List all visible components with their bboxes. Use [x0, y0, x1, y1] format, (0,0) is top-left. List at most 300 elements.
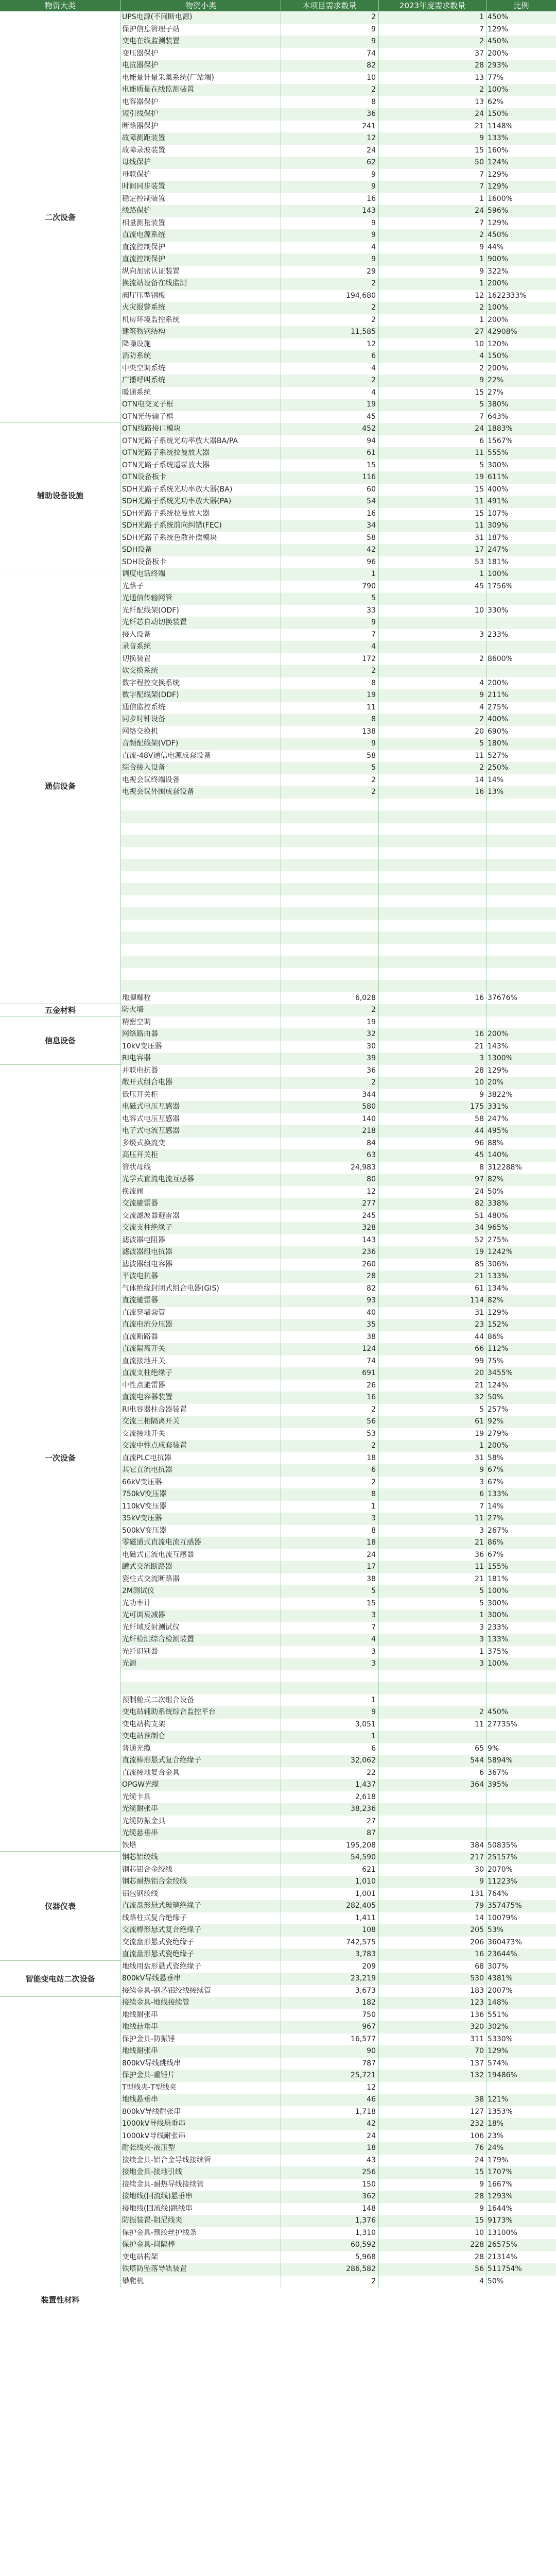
project-demand-cell: 150: [362, 2180, 376, 2189]
demand-2023-cell: 99: [475, 1357, 484, 1365]
demand-2023-cell: 7: [479, 25, 484, 33]
ratio-cell: [488, 920, 553, 932]
project-demand-cell: 32,062: [351, 1756, 376, 1765]
ratio-cell: 5330%: [488, 2035, 513, 2043]
demand-2023-cell: 19: [475, 1248, 484, 1256]
column-divider: [120, 0, 121, 2287]
ratio-cell: 965%: [488, 1224, 509, 1232]
table-row: [121, 2082, 556, 2094]
project-demand-cell: 4: [371, 642, 376, 651]
item-name-cell: [122, 835, 279, 847]
item-name-cell: 铁塔防坠落导轨装置: [122, 2265, 187, 2273]
ratio-cell: 1883%: [488, 425, 513, 433]
demand-2023-cell: 28: [475, 2192, 484, 2200]
demand-2023-cell: 4: [479, 352, 484, 360]
item-name-cell: OTN线路接口模块: [122, 425, 181, 433]
project-demand-cell: 18: [367, 2144, 376, 2152]
project-demand-cell: 182: [362, 1998, 376, 2007]
project-demand-cell: 9: [371, 170, 376, 179]
table-row: [121, 1731, 556, 1743]
ratio-cell: 200%: [488, 1442, 509, 1450]
item-name-cell: [122, 859, 279, 871]
project-demand-cell: 2: [371, 13, 376, 21]
ratio-cell: [488, 1004, 553, 1016]
item-name-cell: OTN设备板卡: [122, 473, 167, 481]
demand-2023-cell: 15: [475, 485, 484, 494]
demand-2023-cell: [381, 592, 484, 605]
ratio-cell: [488, 1816, 553, 1828]
ratio-cell: [488, 1694, 553, 1707]
item-name-cell: 直流接地复合金具: [122, 1768, 180, 1777]
demand-2023-cell: 20: [475, 1369, 484, 1377]
table-row: [121, 72, 556, 84]
ratio-cell: 275%: [488, 1235, 509, 1244]
demand-2023-cell: 11: [475, 449, 484, 457]
table-row: [121, 2263, 556, 2276]
item-name-cell: 地线用盘形悬式瓷绝缘子: [122, 1962, 201, 1971]
demand-2023-cell: 19: [475, 473, 484, 481]
ratio-cell: 25157%: [488, 1853, 517, 1861]
demand-2023-cell: 21: [475, 1042, 484, 1050]
demand-2023-cell: 21: [475, 1381, 484, 1389]
item-name-cell: 直流接地开关: [122, 1357, 165, 1365]
ratio-cell: [488, 592, 553, 605]
item-name-cell: 66kV变压器: [122, 1478, 162, 1486]
item-name-cell: 地线悬垂串: [122, 2095, 158, 2104]
table-row: [121, 1162, 556, 1174]
demand-2023-cell: 66: [475, 1345, 484, 1353]
item-name-cell: [122, 895, 279, 908]
item-name-cell: 中央空调系统: [122, 364, 165, 372]
project-demand-cell: 32: [367, 1030, 376, 1038]
ratio-cell: 120%: [488, 340, 509, 348]
item-name-cell: 时间同步装置: [122, 182, 165, 191]
item-name-cell: [122, 1670, 279, 1683]
ratio-cell: 1242%: [488, 1248, 513, 1256]
demand-2023-cell: 11: [475, 497, 484, 505]
demand-2023-cell: 50: [475, 158, 484, 166]
demand-2023-cell: 79: [475, 1902, 484, 1910]
project-demand-cell: 12: [367, 134, 376, 142]
item-name-cell: 光纤识别器: [122, 1647, 158, 1656]
table-row: [121, 931, 556, 944]
table-row: [121, 508, 556, 520]
item-name-cell: 零磁通式直流电流互感器: [122, 1538, 201, 1547]
ratio-cell: 50%: [488, 1187, 504, 1196]
project-demand-cell: 328: [362, 1224, 376, 1232]
ratio-cell: 2070%: [488, 1865, 513, 1874]
ratio-cell: 491%: [488, 497, 509, 505]
item-name-cell: 光纤芯自动切换装置: [122, 618, 187, 626]
demand-2023-cell: [381, 823, 484, 835]
project-demand-cell: 9: [371, 25, 376, 33]
item-name-cell: 预制舱式二次组合设备: [122, 1696, 194, 1704]
project-demand-cell: 2: [371, 2277, 376, 2285]
table-row: [121, 1694, 556, 1707]
demand-2023-cell: 9: [479, 267, 484, 276]
item-name-cell: 电视会议外围成套设备: [122, 788, 194, 796]
project-demand-cell: 277: [362, 1199, 376, 1208]
demand-2023-cell: 61: [475, 1284, 484, 1293]
item-name-cell: T型线夹-T型线夹: [122, 2083, 177, 2092]
ratio-cell: 300%: [488, 1611, 509, 1619]
table-row: [121, 1767, 556, 1780]
project-demand-cell: 5,968: [355, 2252, 376, 2261]
project-demand-cell: 24: [367, 146, 376, 155]
project-demand-cell: 9: [371, 218, 376, 227]
project-demand-cell: 5: [371, 764, 376, 772]
project-demand-cell: 38: [367, 1332, 376, 1341]
item-name-cell: 电子式电流互感器: [122, 1127, 180, 1135]
ratio-cell: [488, 907, 553, 920]
ratio-cell: 14%: [488, 1502, 504, 1511]
ratio-cell: 100%: [488, 303, 509, 312]
demand-2023-cell: 24: [475, 425, 484, 433]
table-header: [0, 0, 556, 11]
ratio-cell: 764%: [488, 1889, 509, 1898]
table-row: [121, 726, 556, 738]
project-demand-cell: 2: [371, 86, 376, 94]
demand-2023-cell: 24: [475, 2156, 484, 2164]
project-demand-cell: 3: [371, 1611, 376, 1619]
project-demand-cell: 18: [367, 1538, 376, 1547]
table-row: [121, 1961, 556, 1973]
demand-2023-cell: 45: [475, 1151, 484, 1159]
project-demand-cell: 2: [371, 1478, 376, 1486]
item-name-cell: 故障录波装置: [122, 146, 165, 155]
ratio-cell: 88%: [488, 1139, 504, 1147]
ratio-cell: 275%: [488, 703, 509, 711]
demand-2023-cell: [381, 883, 484, 895]
item-name-cell: 直流棒形悬式复合绝缘子: [122, 1756, 201, 1765]
demand-2023-cell: [381, 1791, 484, 1804]
item-name-cell: 直流穿墙套管: [122, 1308, 165, 1317]
table-row: [121, 1912, 556, 1925]
item-name-cell: 故障测距装置: [122, 134, 165, 142]
item-name-cell: [122, 1682, 279, 1694]
project-demand-cell: 45: [367, 412, 376, 421]
table-row: [121, 121, 556, 133]
demand-2023-cell: 19: [475, 1429, 484, 1438]
project-demand-cell: 90: [367, 2047, 376, 2055]
ratio-cell: [488, 859, 553, 871]
item-name-cell: 交流盘形悬式瓷绝缘子: [122, 1938, 194, 1946]
table-row: [121, 314, 556, 327]
project-demand-cell: 40: [367, 1308, 376, 1317]
item-name-cell: 铁塔: [122, 1841, 136, 1850]
demand-2023-cell: 132: [470, 2071, 484, 2079]
demand-2023-cell: 4: [479, 679, 484, 687]
table-row: [121, 1234, 556, 1247]
table-row: [121, 157, 556, 169]
item-name-cell: 阀厅压型钢板: [122, 291, 165, 300]
ratio-cell: 257%: [488, 1405, 509, 1414]
project-demand-cell: 172: [362, 654, 376, 663]
item-name-cell: 750kV变压器: [122, 1490, 167, 1498]
ratio-cell: 150%: [488, 352, 509, 360]
item-name-cell: 接续金具-钢芯铝绞线接续管: [122, 1986, 212, 1995]
project-demand-cell: 19: [367, 400, 376, 409]
table-row: [121, 968, 556, 980]
table-row: [121, 2251, 556, 2264]
project-demand-cell: 1,718: [355, 2107, 376, 2116]
demand-2023-cell: 15: [475, 2216, 484, 2225]
demand-2023-cell: 9: [479, 1877, 484, 1886]
item-name-cell: 软交换系统: [122, 667, 158, 675]
ratio-cell: 302%: [488, 2023, 509, 2031]
ratio-cell: 19486%: [488, 2071, 517, 2079]
project-demand-cell: 39: [367, 1054, 376, 1062]
table-row: [121, 714, 556, 726]
item-name-cell: [122, 980, 279, 992]
table-row: [121, 471, 556, 484]
ratio-cell: 148%: [488, 1998, 509, 2007]
item-name-cell: UPS电源(不间断电源): [122, 13, 193, 21]
table-row: [121, 2142, 556, 2155]
table-row: [121, 1198, 556, 1210]
item-name-cell: 相量测量装置: [122, 218, 165, 227]
demand-2023-cell: 85: [475, 1260, 484, 1268]
ratio-cell: 14%: [488, 775, 504, 784]
table-row: [121, 1295, 556, 1307]
project-demand-cell: [286, 799, 376, 811]
demand-2023-cell: 544: [470, 1756, 484, 1765]
table-row: [121, 920, 556, 932]
table-row: [121, 2009, 556, 2022]
table-row: [121, 762, 556, 774]
table-row: [121, 1367, 556, 1380]
project-demand-cell: 1,310: [355, 2228, 376, 2237]
project-demand-cell: 3,051: [355, 1720, 376, 1728]
project-demand-cell: 3: [371, 1647, 376, 1656]
item-name-cell: SDH光路子系统拉曼放大器: [122, 509, 210, 518]
ratio-cell: 450%: [488, 1708, 509, 1716]
ratio-cell: [488, 1791, 553, 1804]
item-name-cell: 低压开关柜: [122, 1090, 158, 1099]
ratio-cell: 53%: [488, 1926, 504, 1934]
demand-2023-cell: 10: [475, 340, 484, 348]
project-demand-cell: 26: [367, 1381, 376, 1389]
table-row: [121, 1537, 556, 1549]
demand-2023-cell: [381, 847, 484, 859]
project-demand-cell: 43: [367, 2156, 376, 2164]
project-demand-cell: [286, 980, 376, 992]
demand-2023-cell: 37: [475, 49, 484, 58]
project-demand-cell: [286, 871, 376, 884]
ratio-cell: 129%: [488, 25, 509, 33]
project-demand-cell: 245: [362, 1211, 376, 1220]
ratio-cell: 10079%: [488, 1913, 517, 1922]
item-name-cell: 气体绝缘封闭式组合电器(GIS): [122, 1284, 219, 1293]
item-name-cell: 光学式直流电流互感器: [122, 1175, 194, 1183]
table-row: [121, 956, 556, 968]
demand-2023-cell: 16: [475, 993, 484, 1002]
item-name-cell: 交流避雷器: [122, 1199, 158, 1208]
demand-2023-cell: 1: [479, 1442, 484, 1450]
table-row: [121, 484, 556, 496]
project-demand-cell: 116: [362, 473, 376, 481]
item-name-cell: 罐式交流断路器: [122, 1563, 172, 1571]
ratio-cell: 306%: [488, 1260, 509, 1268]
table-row: [121, 2227, 556, 2240]
table-row: [121, 992, 556, 1005]
item-name-cell: 电磁式电压互感器: [122, 1103, 180, 1111]
demand-2023-cell: 24: [475, 1187, 484, 1196]
item-name-cell: SDH光路子系统光功率放大器(BA): [122, 485, 233, 494]
demand-2023-cell: 9: [479, 376, 484, 384]
project-demand-cell: 2: [371, 303, 376, 312]
table-row: [121, 1041, 556, 1053]
demand-2023-cell: [381, 1731, 484, 1743]
demand-2023-cell: 2: [479, 1708, 484, 1716]
table-row: [121, 399, 556, 411]
table-row: [121, 1706, 556, 1719]
demand-2023-cell: 97: [475, 1175, 484, 1183]
ratio-cell: 124%: [488, 158, 509, 166]
ratio-cell: 211%: [488, 691, 509, 699]
ratio-cell: 511754%: [488, 2265, 522, 2273]
project-demand-cell: 96: [367, 557, 376, 566]
ratio-cell: 3822%: [488, 1090, 513, 1099]
project-demand-cell: 60,592: [351, 2241, 376, 2249]
project-demand-cell: 1: [371, 1696, 376, 1704]
demand-2023-cell: 5: [479, 400, 484, 409]
item-name-cell: 直流控制保护: [122, 243, 165, 251]
project-demand-cell: 8: [371, 679, 376, 687]
project-demand-cell: 9: [371, 1708, 376, 1716]
ratio-cell: 1600%: [488, 194, 513, 203]
ratio-cell: [488, 2082, 553, 2094]
item-name-cell: 保护金具-重锤片: [122, 2071, 176, 2079]
demand-2023-cell: 7: [479, 218, 484, 227]
table-row: [121, 1174, 556, 1186]
demand-2023-cell: 2: [479, 654, 484, 663]
demand-2023-cell: [381, 1827, 484, 1840]
ratio-cell: 13100%: [488, 2228, 517, 2237]
demand-2023-cell: 38: [475, 2095, 484, 2104]
project-demand-cell: 94: [367, 436, 376, 445]
item-name-cell: 变电站构支架: [122, 1720, 165, 1728]
ratio-cell: 307%: [488, 1962, 509, 1971]
demand-2023-cell: 24: [475, 207, 484, 215]
item-name-cell: OTN光路子系统光功率放大器BA/PA: [122, 436, 238, 445]
item-name-cell: 2M测试仪: [122, 1587, 154, 1595]
table-row: [121, 411, 556, 423]
item-name-cell: 变电站构架: [122, 2252, 158, 2261]
ratio-cell: 357475%: [488, 1902, 522, 1910]
ratio-cell: 4381%: [488, 1974, 513, 1982]
project-demand-cell: 9: [371, 37, 376, 45]
project-demand-cell: 35: [367, 1320, 376, 1329]
ratio-cell: 150%: [488, 110, 509, 118]
project-demand-cell: 1,411: [355, 1913, 376, 1922]
ratio-cell: [488, 799, 553, 811]
demand-2023-cell: 20: [475, 727, 484, 736]
ratio-cell: 133%: [488, 1635, 509, 1643]
demand-2023-cell: 15: [475, 509, 484, 518]
ratio-cell: 300%: [488, 1599, 509, 1607]
project-demand-cell: 12: [367, 2083, 376, 2092]
project-demand-cell: 1: [371, 1502, 376, 1511]
table-row: [121, 750, 556, 762]
demand-2023-cell: [381, 1016, 484, 1029]
table-row: [121, 1016, 556, 1029]
item-name-cell: 电视会议终端设备: [122, 775, 180, 784]
table-row: [121, 2094, 556, 2106]
item-name-cell: 平波电抗器: [122, 1272, 158, 1280]
table-row: [121, 1997, 556, 2009]
ratio-cell: 140%: [488, 1151, 509, 1159]
demand-2023-cell: 76: [475, 2144, 484, 2152]
project-demand-cell: 9: [371, 231, 376, 239]
ratio-cell: 133%: [488, 134, 509, 142]
table-row: [121, 1827, 556, 1840]
table-row: [121, 799, 556, 811]
table-row: [121, 1138, 556, 1150]
ratio-cell: 27%: [488, 1514, 504, 1522]
project-demand-cell: 93: [367, 1296, 376, 1304]
demand-2023-cell: 56: [475, 2265, 484, 2273]
item-name-cell: 地脚螺栓: [122, 993, 151, 1002]
demand-2023-cell: 205: [470, 1926, 484, 1934]
ratio-cell: 23644%: [488, 1950, 517, 1958]
table-row: [121, 1948, 556, 1961]
ratio-cell: 100%: [488, 1587, 509, 1595]
ratio-cell: 82%: [488, 1296, 504, 1304]
demand-2023-cell: 31: [475, 533, 484, 542]
ratio-cell: 129%: [488, 1308, 509, 1317]
demand-2023-cell: 3: [479, 1478, 484, 1486]
demand-2023-cell: 44: [475, 1332, 484, 1341]
table-row: [121, 387, 556, 399]
table-row: [121, 774, 556, 787]
table-row: [121, 1028, 556, 1041]
category-cell: 智能变电站二次设备: [0, 1961, 120, 1997]
table-row: [121, 1428, 556, 1440]
table-row: [121, 980, 556, 992]
item-name-cell: SDH设备: [122, 546, 152, 554]
project-demand-cell: 2,618: [355, 1792, 376, 1801]
table-row: [121, 2118, 556, 2130]
ratio-cell: 37676%: [488, 993, 517, 1002]
ratio-cell: 9173%: [488, 2216, 513, 2225]
table-row: [121, 1779, 556, 1791]
demand-2023-cell: 34: [475, 1224, 484, 1232]
project-demand-cell: 58: [367, 751, 376, 760]
demand-2023-cell: 5: [479, 1599, 484, 1607]
demand-2023-cell: 21: [475, 1574, 484, 1583]
item-name-cell: 500kV变压器: [122, 1526, 167, 1535]
demand-2023-cell: [381, 956, 484, 968]
table-row: [121, 1973, 556, 1985]
ratio-cell: 1756%: [488, 582, 513, 590]
project-demand-cell: 16,577: [351, 2035, 376, 2043]
project-demand-cell: 2: [371, 1078, 376, 1087]
item-name-cell: SDH设备板卡: [122, 557, 167, 566]
demand-2023-cell: 364: [470, 1781, 484, 1789]
table-row: [121, 944, 556, 956]
demand-2023-cell: 32: [475, 1393, 484, 1401]
project-demand-cell: 621: [362, 1865, 376, 1874]
table-row: [121, 447, 556, 460]
table-row: [121, 193, 556, 206]
project-demand-cell: 58: [367, 533, 376, 542]
item-name-cell: 地线悬垂串: [122, 2023, 158, 2031]
demand-2023-cell: 5: [479, 739, 484, 748]
ratio-cell: 129%: [488, 170, 509, 179]
item-name-cell: OTN光传输子框: [122, 412, 174, 421]
project-demand-cell: 4: [371, 388, 376, 397]
